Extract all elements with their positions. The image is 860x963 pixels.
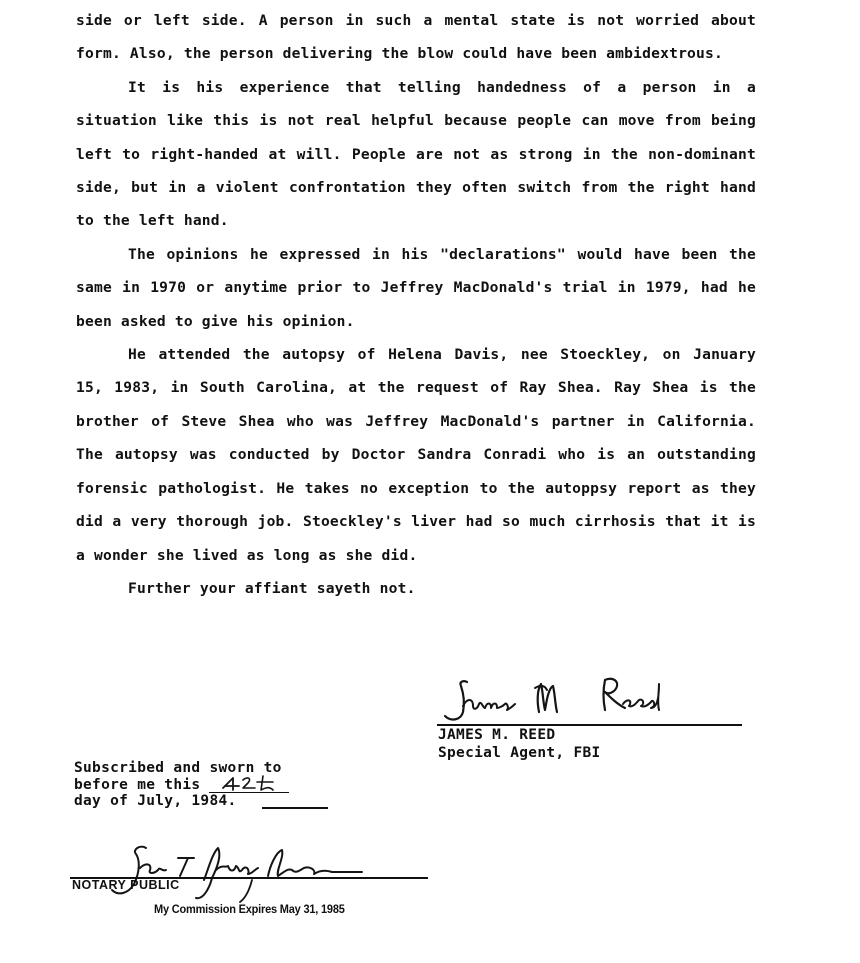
- paragraph-4: He attended the autopsy of Helena Davis, nee Stoeckley, on January 15, 1983, in South Carolina, at the request of Ray Shea. Ray Shea is the brother of Steve Shea who was Jeffrey MacDonald's partner in California. The autopsy was conducted by Doctor Sandra Conradi who is an outstanding forensic pathologist. He takes no exception to the autoppsy report as they did a very thorough job. Stoeckley's liver had so much cirrhosis that it is a wonder she lived as long as she did.: [76, 346, 756, 564]
- commission-expiry: My Commission Expires May 31, 1985: [154, 903, 345, 917]
- affidavit-body: [76, 4, 756, 605]
- paragraph-5: Further your affiant sayeth not.: [128, 579, 416, 597]
- paragraph-2: It is his experience that telling handedness of a person in a situation like this is not real helpful because people can move from being left to right-handed at will. People are not as strong in the non-dominant side, but in a violent confrontation they often switch from the right hand to the left hand.: [76, 78, 756, 230]
- handwritten-notary-signature: [100, 840, 400, 910]
- affiant-name: JAMES M. REED: [438, 727, 556, 743]
- affiant-title: Special Agent, FBI: [438, 745, 601, 761]
- notary-block: [70, 840, 440, 930]
- notary-public-label: NOTARY PUBLIC: [72, 878, 180, 892]
- handwritten-day-field: [209, 778, 289, 793]
- jurat-line-3: day of July, 1984.: [74, 793, 237, 809]
- jurat-block: [74, 760, 334, 810]
- handwritten-day-ink: [217, 772, 287, 794]
- jurat-line-1: Subscribed and sworn to: [74, 760, 282, 776]
- handwritten-signature-reed: [437, 672, 677, 732]
- date-underline: [262, 807, 328, 809]
- paragraph-1: side or left side. A person in such a mental state is not worried about form. Also, the person delivering the blow could have been ambidextrous.: [76, 12, 756, 63]
- jurat-before-me: before me this: [74, 776, 201, 793]
- jurat-line-2: [74, 777, 334, 794]
- paragraph-3: The opinions he expressed in his "declarations" would have been the same in 1970 or anytime prior to Jeffrey MacDonald's trial in 1979, had he been asked to give his opinion.: [76, 245, 756, 330]
- affiant-signature-block: [437, 672, 747, 762]
